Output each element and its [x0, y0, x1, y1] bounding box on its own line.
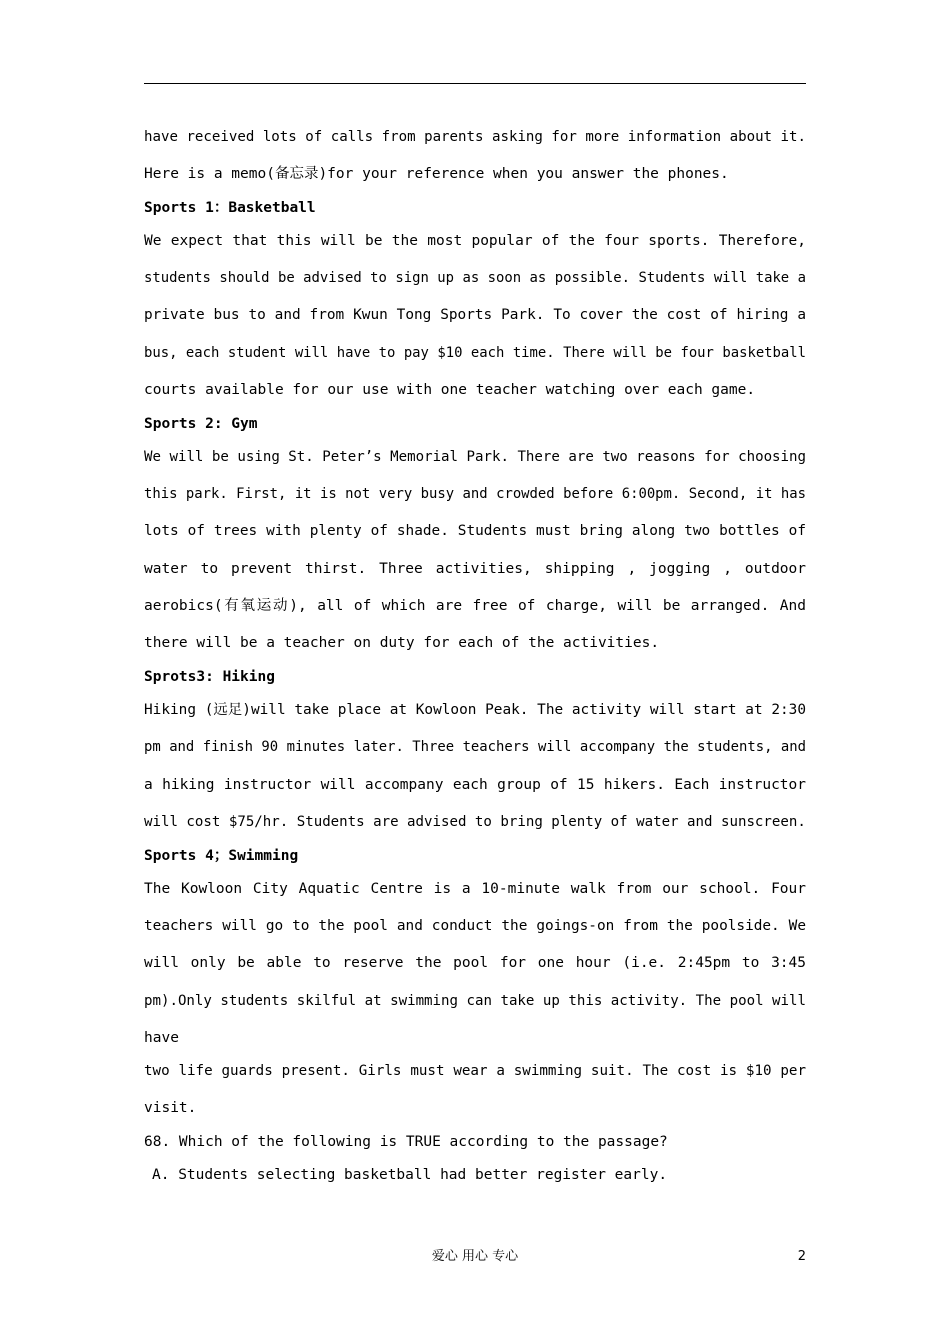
section-heading-basketball: Sports 1：Basketball — [144, 200, 316, 216]
footer-motto: 爱心 用心 专心 — [431, 1249, 519, 1264]
section-heading-gym: Sports 2: Gym — [144, 416, 258, 432]
paragraph-line: will only be able to reserve the pool for one hour (i.e. 2:45pm to 3:45 — [144, 955, 806, 971]
paragraph-line: a hiking instructor will accompany each group of 15 hikers. Each instructor — [144, 777, 806, 793]
paragraph-line: teachers will go to the pool and conduct the goings-on from the poolside. We — [144, 918, 806, 934]
paragraph-line: two life guards present. Girls must wear a swimming suit. The cost is $10 per — [144, 1063, 806, 1079]
page-number: 2 — [797, 1249, 806, 1264]
paragraph-line: there will be a teacher on duty for each of the activities. — [144, 635, 660, 651]
paragraph-line: lots of trees with plenty of shade. Students must bring along two bottles of — [144, 523, 806, 539]
paragraph-line: private bus to and from Kwun Tong Sports Park. To cover the cost of hiring a — [144, 307, 806, 323]
header-rule — [144, 83, 806, 84]
paragraph-line: bus, each student will have to pay $10 each time. There will be four basketball — [144, 345, 806, 361]
paragraph-line: visit. — [144, 1100, 197, 1116]
intro-line: have received lots of calls from parents asking for more information about it. — [144, 129, 806, 145]
paragraph-line: pm).Only students skilful at swimming can take up this activity. The pool will — [144, 993, 806, 1009]
paragraph-line: The Kowloon City Aquatic Centre is a 10-minute walk from our school. Four — [144, 881, 806, 897]
paragraph-line: will cost $75/hr. Students are advised to bring plenty of water and sunscreen. — [144, 814, 806, 830]
paragraph-line: Hiking (远足)will take place at Kowloon Peak. The activity will start at 2:30 — [144, 702, 806, 718]
paragraph-line: courts available for our use with one teacher watching over each game. — [144, 382, 756, 398]
paragraph-line: We expect that this will be the most popular of the four sports. Therefore, — [144, 233, 806, 249]
paragraph-line: students should be advised to sign up as soon as possible. Students will take a — [144, 270, 806, 286]
paragraph-line: aerobics(有氧运动), all of which are free of charge, will be arranged. And — [144, 598, 806, 614]
paragraph-line: this park. First, it is not very busy and crowded before 6:00pm. Second, it has — [144, 486, 806, 502]
answer-option-a: A. Students selecting basketball had better register early. — [152, 1167, 668, 1183]
paragraph-line: pm and finish 90 minutes later. Three teachers will accompany the students, and — [144, 739, 806, 755]
paragraph-line: water to prevent thirst. Three activities, shipping , jogging , outdoor — [144, 561, 806, 577]
intro-line: Here is a memo(备忘录)for your reference when you answer the phones. — [144, 166, 729, 182]
section-heading-swimming: Sports 4；Swimming — [144, 848, 299, 864]
paragraph-line: have — [144, 1030, 179, 1046]
question-stem: 68. Which of the following is TRUE according to the passage? — [144, 1134, 668, 1150]
paragraph-line: We will be using St. Peter’s Memorial Park. There are two reasons for choosing — [144, 449, 806, 465]
section-heading-hiking: Sprots3: Hiking — [144, 669, 275, 685]
